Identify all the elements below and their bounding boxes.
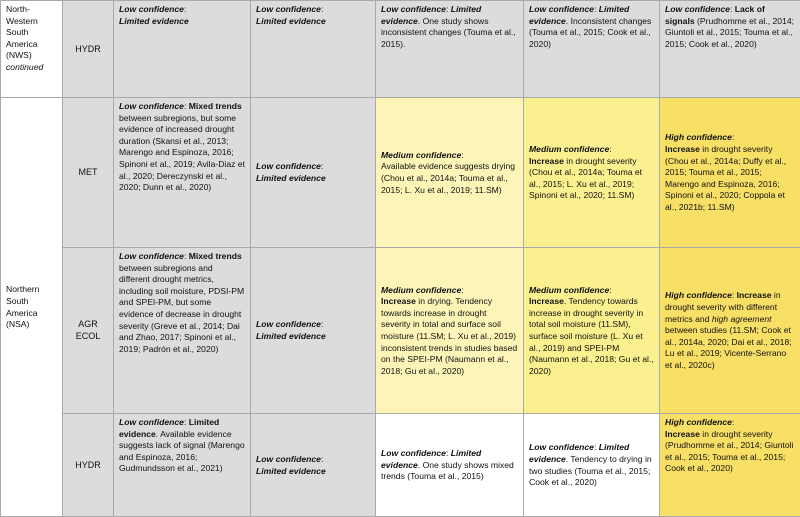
table-row (1, 98, 800, 248)
assessment-cell: Low confidence: Limited evidence. One study shows mixed trends (Touma et al., 2015) (376, 414, 524, 517)
table-row (1, 414, 800, 517)
assessment-cell: Medium confidence: Increase in drying. Tendency towards increase in drought severity in total and surface soil moisture (11.SM; L. Xu et al., 2019) inconsistent trends in studies based on the SPEI-PM (Naumann et al., 2018; Gu et al., 2020) (376, 248, 524, 414)
assessment-cell: Low confidence: Limited evidence (114, 1, 251, 98)
region-cell-nws: North- Western South America (NWS) continued (1, 1, 63, 98)
assessment-cell: Medium confidence: Increase in drought severity (Chou et al., 2014a; Touma et al., 2015; L. Xu et al., 2019; Spinoni et al., 2020; 11.SM) (524, 98, 660, 248)
assessment-cell: Low confidence: Limited evidence. One study shows inconsistent changes (Touma et al., 2015). (376, 1, 524, 98)
assessment-cell: Low confidence: Limited evidence (251, 1, 376, 98)
assessment-cell: High confidence: Increase in drought severity with different metrics and high agreement between studies (11.SM; Cook et al., 2014a, 2020; Dai et al., 2018; Lu et al., 2019; Vicente-Serrano et al., 2020c) (660, 248, 800, 414)
assessment-cell: Medium confidence: Available evidence suggests drying (Chou et al., 2014a; Touma et al., 2015; L. Xu et al., 2019; 11.SM) (376, 98, 524, 248)
assessment-cell: Medium confidence: Increase. Tendency towards increase in drought severity in total soil moisture (11.SM), surface soil moisture (L. Xu et al., 2019) and SPEI-PM (Naumann et al., 2018; Gu et al., 2020) (524, 248, 660, 414)
assessment-cell: Low confidence: Lack of signals (Prudhomme et al., 2014; Giuntoli et al., 2015; Touma et al., 2015; Cook et al., 2020) (660, 1, 800, 98)
variable-cell: AGR ECOL (63, 248, 114, 414)
table-row (1, 248, 800, 414)
assessment-cell: Low confidence: Limited evidence (251, 414, 376, 517)
assessment-cell: Low confidence: Limited evidence (251, 248, 376, 414)
table-row (1, 1, 800, 98)
assessment-cell: High confidence: Increase in drought severity (Chou et al., 2014a; Duffy et al., 2015; Touma et al., 2015; Marengo and Espinoza, 2016; Spinoni et al., 2020; Coppola et al., 2021b; 11.SM) (660, 98, 800, 248)
assessment-cell: High confidence: Increase in drought severity (Prudhomme et al., 2014; Giuntoli et al., 2015; Touma et al., 2015; Cook et al., 2020) (660, 414, 800, 517)
assessment-cell: Low confidence: Limited evidence. Available evidence suggests lack of signal (Marengo and Espinoza, 2016; Gudmundsson et al., 2021) (114, 414, 251, 517)
variable-cell: HYDR (63, 1, 114, 98)
assessment-cell: Low confidence: Mixed trends between subregions, but some evidence of increased drought duration (Skansi et al., 2013; Marengo and Espinoza, 2016; Spinoni et al., 2019; Avila-Diaz et al., 2020; Dereczynski et al., 2020; Dunn et al., 2020) (114, 98, 251, 248)
variable-cell: MET (63, 98, 114, 248)
assessment-cell: Low confidence: Limited evidence (251, 98, 376, 248)
assessment-cell: Low confidence: Limited evidence. Tendency to drying in two studies (Touma et al., 2015; Cook et al., 2020) (524, 414, 660, 517)
variable-cell: HYDR (63, 414, 114, 517)
region-cell-nsa: Northern South America (NSA) (1, 98, 63, 517)
assessment-cell: Low confidence: Limited evidence. Inconsistent changes (Touma et al., 2015; Cook et al., 2020) (524, 1, 660, 98)
assessment-cell: Low confidence: Mixed trends between subregions and different drought metrics, including soil moisture, PDSI-PM and SPEI-PM, but some evidence of decrease in drought severity (Greve et al., 2014; Dai and Zhao, 2017; Spinoni et al., 2019; Padrón et al., 2020) (114, 248, 251, 414)
